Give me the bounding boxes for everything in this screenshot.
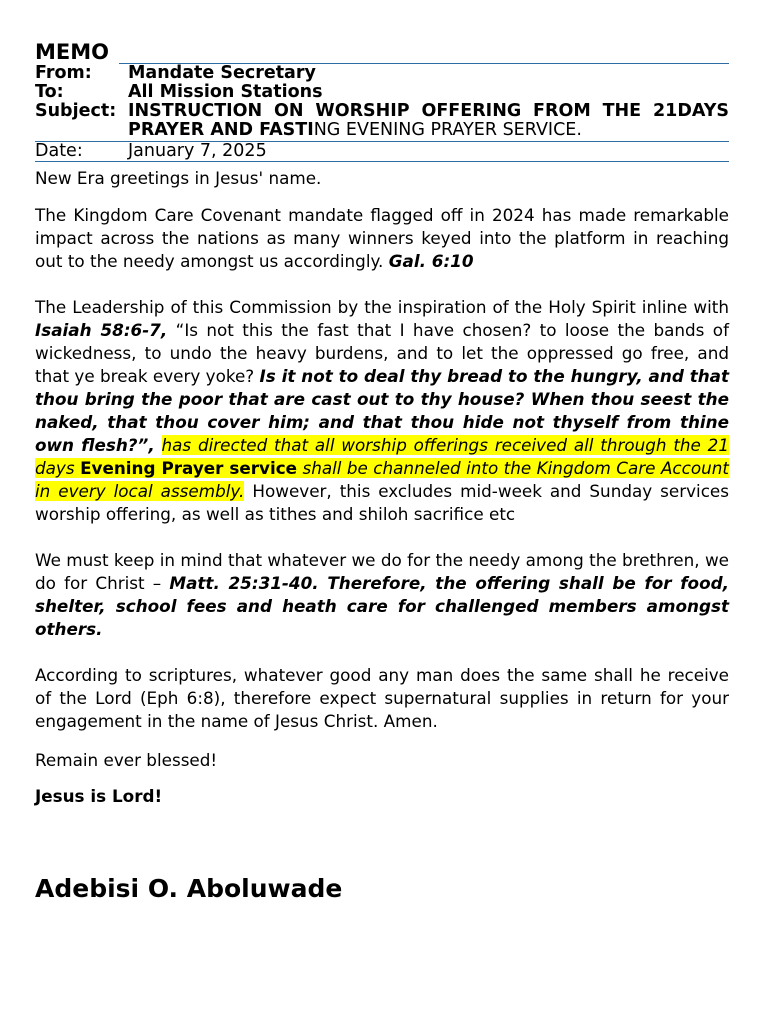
paragraph-purpose: [35, 549, 729, 641]
purpose-intro: We must keep in mind that whatever we do for the needy among the brethren, we do for Christ –: [35, 550, 729, 593]
highlighted-directive-c: shall be channeled into the Kingdom Care Account in every local assembly.: [35, 458, 729, 501]
scripture-ref-matthew: Matt. 25:31-40. Therefore, the offering shall be for food, shelter, school fees and heath care for challenged members amongst others.: [35, 573, 729, 639]
from-row: [35, 64, 729, 83]
closing-line: Remain ever blessed!: [35, 750, 218, 770]
greeting: New Era greetings in Jesus' name.: [35, 168, 322, 188]
to-value: All Mission Stations: [128, 82, 323, 102]
signature-name: Adebisi O. Aboluwade: [35, 874, 343, 903]
subject-label: Subject:: [35, 101, 117, 121]
date-value: January 7, 2025: [128, 141, 267, 161]
to-row: [35, 83, 729, 102]
header-rule-bottom: [35, 161, 729, 162]
subject-bold-text: INSTRUCTION ON WORSHIP OFFERING FROM THE 21DAYS PRAYER AND FASTI: [128, 101, 729, 140]
subject-rest-text: NG EVENING PRAYER SERVICE.: [313, 120, 582, 140]
paragraph-directive: [35, 296, 729, 526]
paragraph-impact: [35, 204, 729, 273]
scripture-ref-galatians: Gal. 6:10: [388, 251, 474, 271]
from-label: From:: [35, 63, 92, 83]
to-label: To:: [35, 82, 64, 102]
subject-row: [35, 102, 729, 140]
directive-exclusions: However, this excludes mid-week and Sunday services worship offering, as well as tithes and shiloh sacrifice etc: [35, 481, 729, 524]
paragraph-impact-text: The Kingdom Care Covenant mandate flagged off in 2024 has made remarkable impact across the nations as many winners keyed into the platform in reaching out to the needy amongst us accordingly.: [35, 205, 729, 271]
scripture-ref-isaiah: Isaiah 58:6-7,: [35, 320, 168, 340]
directive-intro: The Leadership of this Commission by the inspiration of the Holy Spirit inline with: [35, 297, 729, 317]
isaiah-quote-emphasis: Is it not to deal thy bread to the hungry, and that thou bring the poor that are cast out to thy house? When thou seest the naked, that thou cover him; and that thou hide not thyself from thine own flesh?”,: [35, 366, 730, 455]
memo-document: [35, 38, 729, 904]
date-label: Date:: [35, 141, 83, 161]
declaration-line: Jesus is Lord!: [35, 786, 163, 806]
subject-value: [128, 102, 729, 140]
highlighted-directive-a: has directed that all worship offerings received all through the 21 days: [35, 435, 729, 478]
from-value: Mandate Secretary: [128, 63, 316, 83]
date-row: [35, 142, 729, 161]
memo-title: MEMO: [35, 40, 109, 64]
isaiah-quote: “Is not this the fast that I have chosen? to loose the bands of wickedness, to undo the heavy burdens, and to let the oppressed go free, and that ye break every yoke?: [35, 320, 729, 386]
paragraph-blessing: According to scriptures, whatever good any man does the same shall he receive of the Lord (Eph 6:8), therefore expect supernatural supplies in return for your engagement in the name of Jesus Christ. Amen.: [35, 665, 729, 731]
highlighted-service-name: Evening Prayer service: [80, 458, 298, 478]
